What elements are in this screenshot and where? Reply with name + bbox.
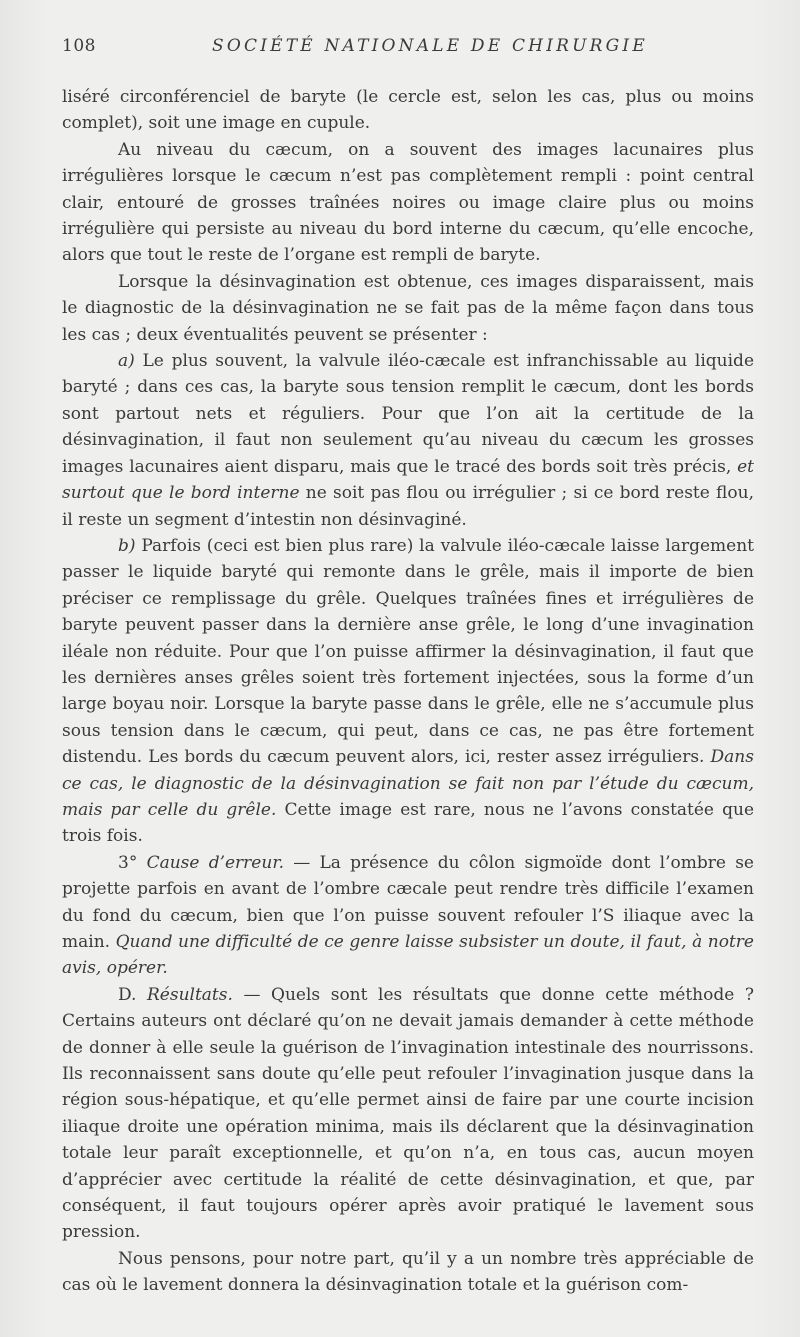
paragraph-final (62, 1246, 754, 1299)
paragraph-case-b (62, 533, 754, 850)
paragraph-text: Cette image est rare, nous ne l’avons constatée que trois fois. (62, 799, 755, 847)
paragraph-text: Parfois (ceci est bien plus rare) la valvule iléo-cæcale laisse largement passer le liquide baryté qui remonte dans le grêle, mais il importe de bien préciser ce remplissage du grêle. Quelques traînées fines et irrégulières de baryte peuvent passer dans la dernière anse grêle, le long d’une invagination iléale non réduite. Pour que l’on puisse affirmer la désinvagination, il faut que les dernières anses grêles soient très fortement injectées, sous la forme d’un large boyau noir. Lorsque la baryte passe dans le grêle, elle ne s’accumule plus sous tension dans le cæcum, qui peut, dans ce cas, ne pas être fortement distendu. Les bords du cæcum peuvent alors, ici, rester assez irréguliers. (62, 535, 754, 768)
body-text (62, 84, 754, 1299)
paragraph-3 (62, 269, 754, 348)
paragraph-text: liséré circonférenciel de baryte (le cercle est, selon les cas, plus ou moins complet), soit une image en cupule. (62, 87, 754, 134)
paragraph-1 (62, 84, 754, 137)
section-letter: D. (118, 984, 147, 1005)
paragraph-text: — La présence du côlon sigmoïde dont l’ombre se projette parfois en avant de l’ombre cæcale peut rendre très difficile l’examen du fond du cæcum, bien que l’on puisse souvent refouler l’S iliaque avec la main. (62, 852, 754, 952)
section-title: Cause d’erreur. (146, 852, 284, 873)
running-head: SOCIÉTÉ NATIONALE DE CHIRURGIE (212, 36, 648, 56)
paragraph-text: — Quels sont les résultats que donne cette méthode ? Certains auteurs ont déclaré qu’on ne devait jamais demander à cette méthode de donner à elle seule la guérison de l’invagination intestinale des nourrissons. Ils reconnaissent sans doute qu’elle peut refouler l’invagination jusque dans la région sous-hépatique, et qu’elle permet ainsi de faire par une courte incision iliaque droite une opération minima, mais ils déclarent que la désinvagination totale leur paraît exceptionnelle, et qu’on n’a, en tous cas, aucun moyen d’apprécier avec certitude la réalité de cette désinvagination, et que, par conséquent, il faut toujours opérer après avoir pratiqué le lavement sous pression. (62, 984, 754, 1243)
case-label-a: a) (118, 351, 135, 372)
emphasis-text: Quand une difficulté de ce genre laisse subsister un doute, il faut, à notre avis, opérer. (62, 932, 754, 979)
paragraph-text: Au niveau du cæcum, on a souvent des images lacunaires plus irrégulières lorsque le cæcum n’est pas complètement rempli : point central clair, entouré de grosses traînées noires ou image claire plus ou moins irrégulière qui persiste au niveau du bord interne du cæcum, qu’elle encoche, alors que tout le reste de l’organe est rempli de baryte. (62, 139, 754, 266)
paragraph-resultats (62, 982, 754, 1246)
emphasis-text: Dans ce cas, le diagnostic de la désinvagination se fait non par l’étude du cæcum, mais par celle du grêle. (62, 747, 754, 820)
emphasis-text: et surtout que le bord interne (62, 456, 754, 504)
paragraph-text: Lorsque la désinvagination est obtenue, ces images disparaissent, mais le diagnostic de la désinvagination ne se fait pas de la même façon dans tous les cas ; deux éventualités peuvent se présenter : (62, 271, 754, 345)
paragraph-text: Le plus souvent, la valvule iléo-cæcale est infranchissable au liquide baryté ; dans ces cas, la baryte sous tension remplit le cæcum, dont les bords sont partout nets et réguliers. Pour que l’on ait la certitude de la désinvagination, il faut non seulement qu’au niveau du cæcum les grosses images lacunaires aient disparu, mais que le tracé des bords soit très précis, (62, 351, 754, 477)
paragraph-text: Nous pensons, pour notre part, qu’il y a un nombre très appréciable de cas où le lavement donnera la désinvagination totale et la guérison com- (62, 1248, 754, 1296)
case-label-b: b) (118, 535, 136, 556)
paragraph-cause-erreur (62, 850, 754, 982)
paragraph-text: ne soit pas flou ou irrégulier ; si ce bord reste flou, il reste un segment d’intestin non désinvaginé. (62, 483, 754, 530)
page-header (62, 36, 752, 64)
section-title: Résultats. (147, 984, 233, 1005)
paragraph-2 (62, 137, 754, 269)
page-number: 108 (62, 36, 96, 56)
paragraph-case-a (62, 348, 754, 533)
section-number: 3° (118, 852, 147, 873)
